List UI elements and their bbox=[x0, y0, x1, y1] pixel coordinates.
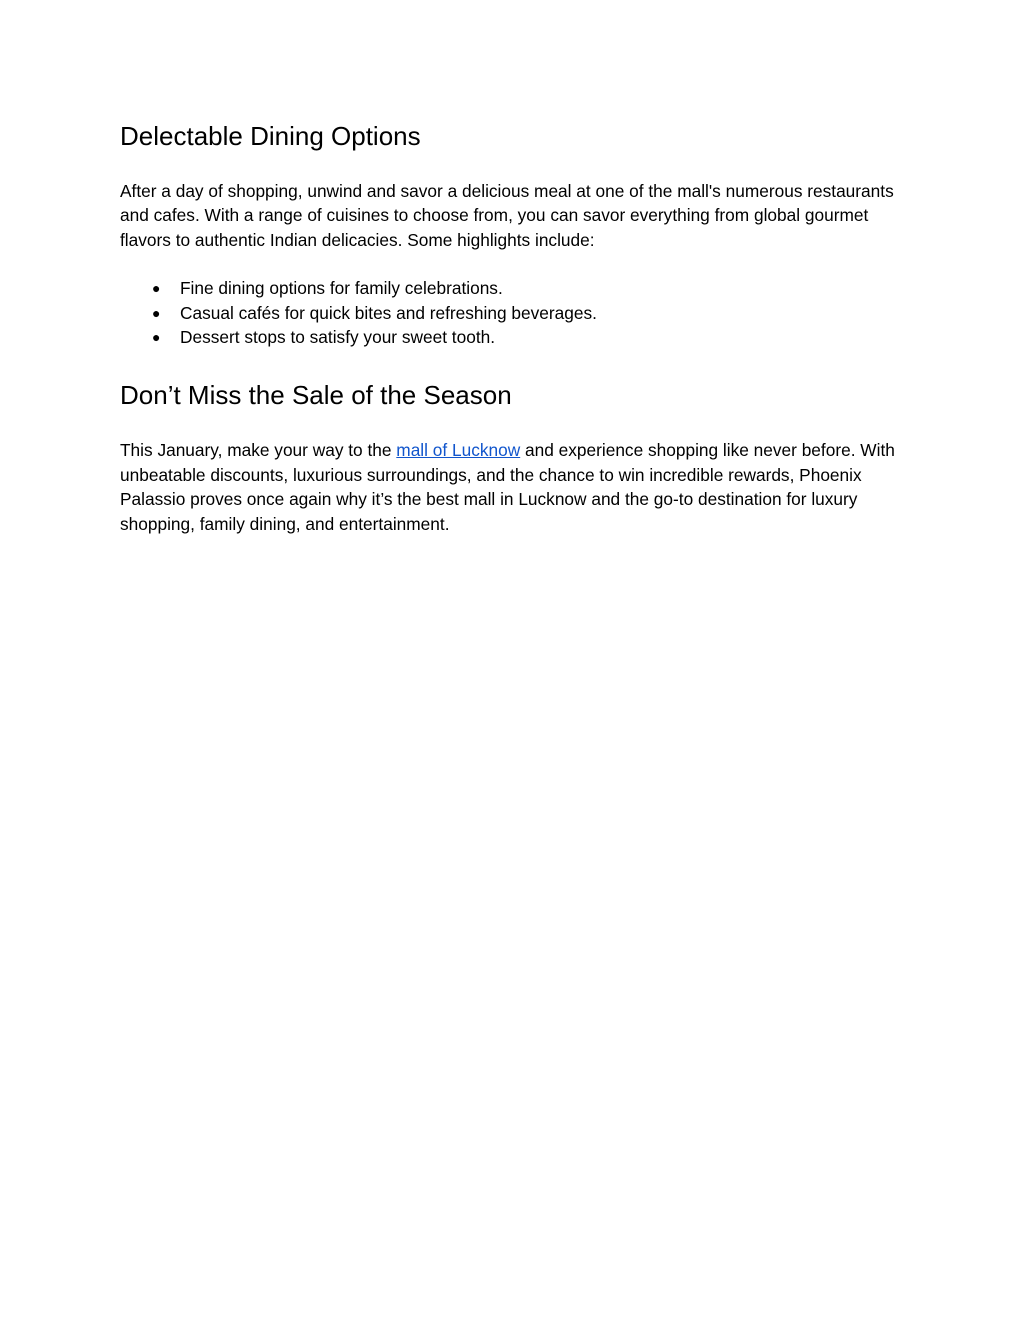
bullet-icon: ● bbox=[152, 280, 161, 297]
bullet-icon: ● bbox=[152, 304, 161, 321]
section-heading-dining: Delectable Dining Options bbox=[120, 121, 421, 151]
list-item bbox=[120, 325, 920, 349]
document-content bbox=[120, 116, 920, 536]
list-item-text: Casual cafés for quick bites and refreshing beverages. bbox=[180, 302, 597, 323]
bullet-icon: ● bbox=[152, 329, 161, 346]
paragraph-text-after-link: and experience shopping like never before. With unbeatable discounts, luxurious surroundings, and the chance to win incredible rewards, Phoenix Palassio proves once again why it’s the best mall in Lucknow and the go-to destination for luxury shopping, family dining, and entertainment. bbox=[120, 440, 895, 534]
section-heading-sale: Don’t Miss the Sale of the Season bbox=[120, 380, 512, 411]
list-item-text: Dessert stops to satisfy your sweet tooth. bbox=[180, 327, 496, 348]
list-item-text: Fine dining options for family celebrations. bbox=[180, 278, 503, 299]
list-item bbox=[120, 301, 920, 325]
section-paragraph-dining: After a day of shopping, unwind and savor a delicious meal at one of the mall's numerous restaurants and cafes. With a range of cuisines to choose from, you can savor everything from global gourmet flavors to authentic Indian delicacies. Some highlights include: bbox=[120, 181, 894, 250]
list-item bbox=[120, 276, 920, 300]
dining-highlights-list bbox=[120, 276, 920, 349]
section-paragraph-sale bbox=[120, 438, 920, 536]
paragraph-text-before-link: This January, make your way to the bbox=[120, 440, 397, 461]
mall-of-lucknow-link[interactable]: mall of Lucknow bbox=[396, 440, 521, 461]
